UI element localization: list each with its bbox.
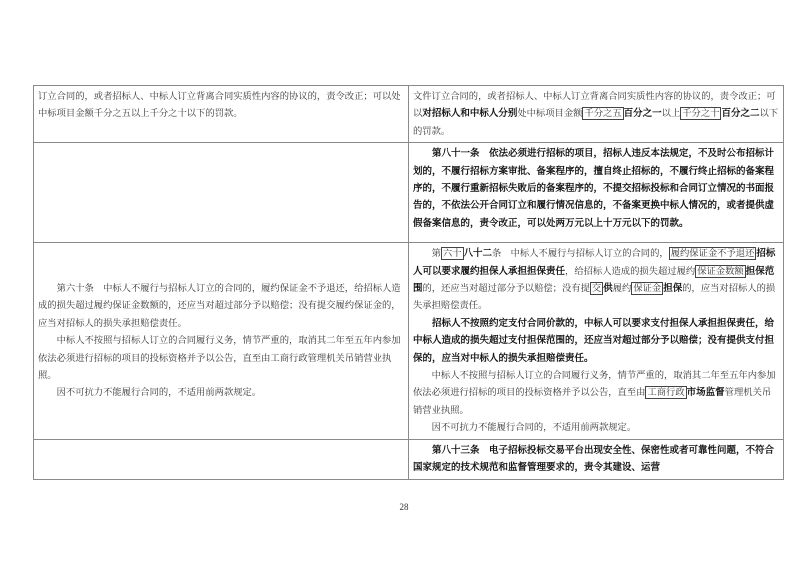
added-text: 百分之一: [623, 108, 662, 120]
article-60-p2: 中标人不按照与招标人订立的合同履行义务，情节严重的，取消其二年至五年内参加依法必须进行招标的项目的投标资格并予以公告，直至由工商行政管理机关吊销营业执照。: [38, 335, 401, 382]
added-text: 担保: [663, 283, 683, 295]
new-text-paragraph: [413, 88, 779, 140]
added-text: 对招标人和中标人分别: [422, 108, 518, 120]
new-text-cell: [409, 243, 784, 439]
added-text: 百分之二: [721, 108, 760, 120]
old-text-cell: [34, 143, 409, 243]
page-number: 28: [399, 502, 409, 512]
article-82-p4: 因不可抗力不能履行合同的，不适用前两款规定。: [431, 422, 637, 434]
new-text-cell: [409, 143, 784, 243]
deleted-text: 六十: [442, 248, 462, 260]
article-82-p1: [413, 245, 779, 315]
text-span: 履约: [612, 283, 632, 295]
added-text: 招标人可以要求履约担保人承担担保责任: [413, 248, 776, 277]
deleted-text: 工商行政: [647, 387, 685, 399]
text-span: 第: [431, 248, 441, 260]
table-row: [34, 143, 784, 243]
text-span: 的，应当对招标人的损失承担赔偿责任。: [413, 283, 776, 312]
text-span: 中标人不按照与招标人订立的合同履行义务，情节严重的，取消其二年至五年内参加依法必须进行招标的项目的投标资格并予以公告，直至由: [413, 370, 776, 399]
article-83: 第八十三条 电子招标投标交易平台出现安全性、保密性或者可靠性问题，不符合国家规定的技术规范和监督管理要求的，责令其建设、运营: [413, 444, 775, 474]
article-81: 第八十一条 依法必须进行招标的项目，招标人违反本法规定，不及时公布招标计划的，不履行招标方案审批、备案程序的，擅自终止招标的，不履行终止招标的备案程序的，不履行重新招标失败后的备案程序的，不提交招标投标和合同订立情况的书面报告的，不依法公开合同订立和履行情况信息的，不备案更换中标人情况的，或者提供虚假备案信息的，责令改正，可以处两万元以上十万元以下的罚款。: [413, 148, 775, 229]
old-text-paragraph: 订立合同的，或者招标人、中标人订立背离合同实质性内容的协议的，责令改正；可以处中标项目金额千分之五以上千分之十以下的罚款。: [38, 91, 401, 120]
deleted-text: 千分之五: [584, 108, 622, 120]
text-span: 的，还应当对超过部分予以赔偿；没有提: [422, 283, 590, 295]
deleted-text: 履约保证金不予退还: [670, 248, 755, 260]
article-60-p1: 第六十条 中标人不履行与招标人订立的合同的，履约保证金不予退还，给招标人造成的损失超过履约保证金数额的，还应当对超过部分予以赔偿；没有提交履约保证金的，应当对招标人的损失承担赔偿责任。: [38, 283, 401, 329]
text-span: 以上: [661, 108, 681, 120]
text-span: 管理机关吊销营业执照。: [413, 387, 772, 416]
table-row: [34, 86, 784, 143]
text-span: ，给招标人造成的损失超过履约: [565, 265, 696, 277]
text-span: 以下的罚款。: [413, 108, 779, 137]
text-span: 条 中标人不履行与招标人订立的合同的，: [492, 248, 669, 260]
table-row: [34, 439, 784, 479]
old-text-cell: [34, 243, 409, 439]
deleted-text: 交: [591, 283, 602, 295]
added-text: 供: [603, 283, 613, 295]
added-text: 市场监督: [686, 387, 725, 399]
added-text: 八十二: [463, 248, 493, 260]
comparison-table: [33, 85, 784, 480]
added-text: 担保范围: [413, 265, 775, 295]
text-span: 文件订立合同的，或者招标人、中标人订立背离合同实质性内容的协议的，责令改正；可以: [413, 91, 776, 120]
article-60-p3: 因不可抗力不能履行合同的，不适用前两款规定。: [56, 387, 262, 399]
deleted-text: 保证金数额: [697, 265, 744, 277]
article-82-p3: [413, 367, 779, 419]
text-span: 处中标项目金额: [517, 108, 583, 120]
deleted-text: 千分之十: [682, 108, 720, 120]
deleted-text: 保证金: [633, 283, 662, 295]
table-row: [34, 243, 784, 439]
old-text-cell: [34, 86, 409, 143]
new-text-cell: [409, 86, 784, 143]
article-82-p2: 招标人不按照约定支付合同价款的，中标人可以要求支付担保人承担担保责任，给中标人造成的损失超过支付担保范围的，还应当对超过部分予以赔偿；没有提供支付担保的，应当对中标人的损失承担赔偿责任。: [413, 317, 775, 364]
old-text-cell: [34, 439, 409, 479]
new-text-cell: [409, 439, 784, 479]
